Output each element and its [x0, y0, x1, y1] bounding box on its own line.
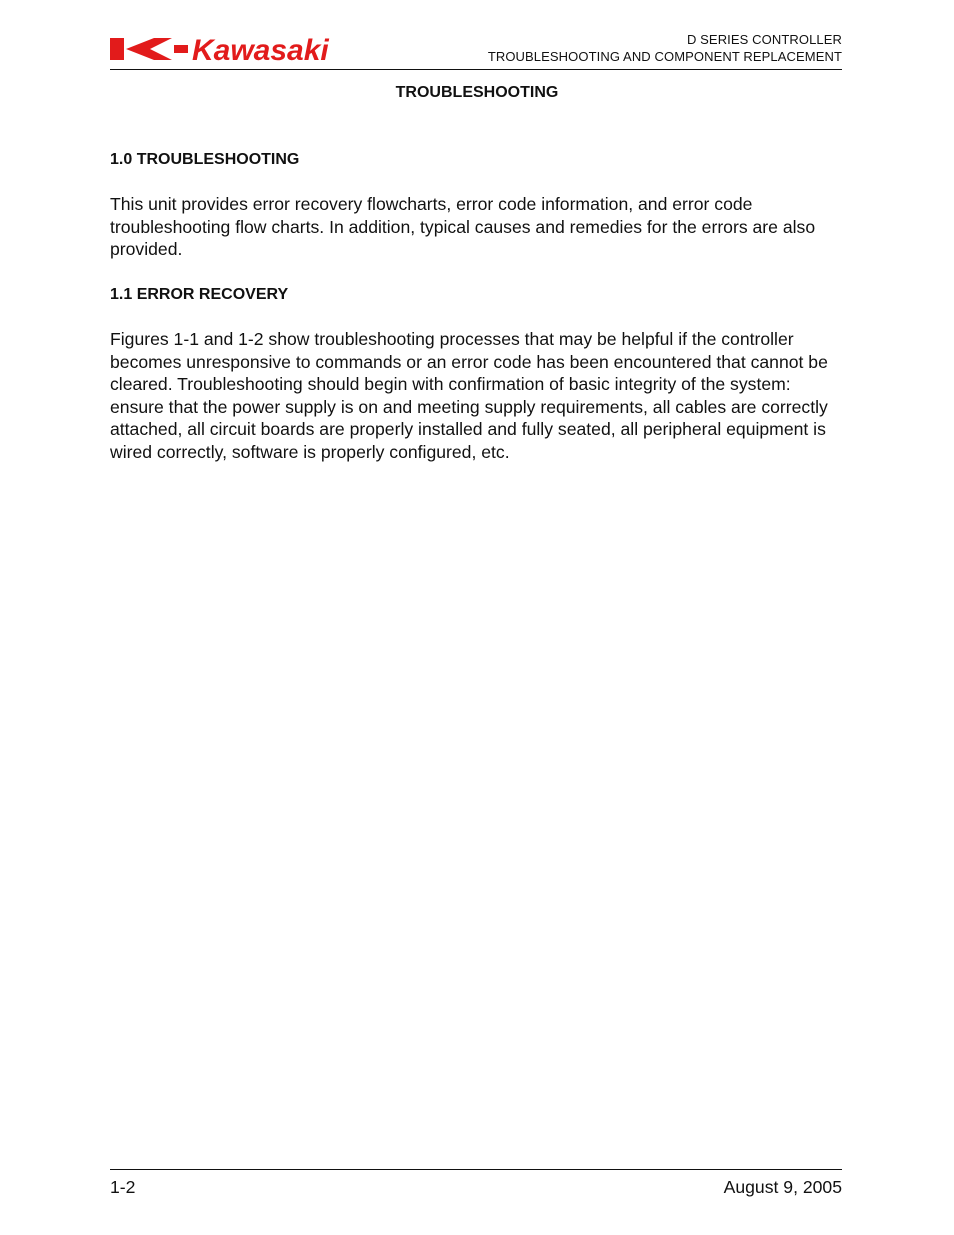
kawasaki-logo: [110, 31, 390, 65]
footer-date: August 9, 2005: [723, 1177, 842, 1197]
heading-troubleshooting: 1.0 TROUBLESHOOTING: [110, 151, 300, 168]
logo-wordmark: Kawasaki: [192, 34, 329, 65]
logo-mark-left-bar: [110, 38, 124, 60]
header-line-chapter: TROUBLESHOOTING AND COMPONENT REPLACEMENT: [487, 49, 842, 64]
paragraph-error-recovery: Figures 1-1 and 1-2 show troubleshooting processes that may be helpful if the controller becomes unresponsive to commands or an error code has been encountered that cannot be cleared. Troubleshooting should begin with confirmation of basic integrity of the system: ensure that the power supply is on and meeting supply requirements, all cables are correctly attached, all circuit boards are properly installed and fully seated, all peripheral equipment is wired correctly, software is properly configured, etc.: [110, 329, 828, 462]
document-header: [488, 31, 842, 65]
logo-mark-arrow: [126, 38, 172, 60]
heading-error-recovery: 1.1 ERROR RECOVERY: [110, 286, 289, 303]
logo-mark-right-bar: [174, 45, 188, 53]
header-line-series: D SERIES CONTROLLER: [686, 32, 842, 47]
header-divider: [110, 69, 842, 70]
footer-divider: [110, 1169, 842, 1170]
page-number: 1-2: [110, 1177, 136, 1197]
section-title: TROUBLESHOOTING: [395, 84, 559, 101]
paragraph-troubleshooting: This unit provides error recovery flowcharts, error code information, and error code troubleshooting flow charts. In addition, typical causes and remedies for the errors are also provided.: [110, 194, 816, 260]
